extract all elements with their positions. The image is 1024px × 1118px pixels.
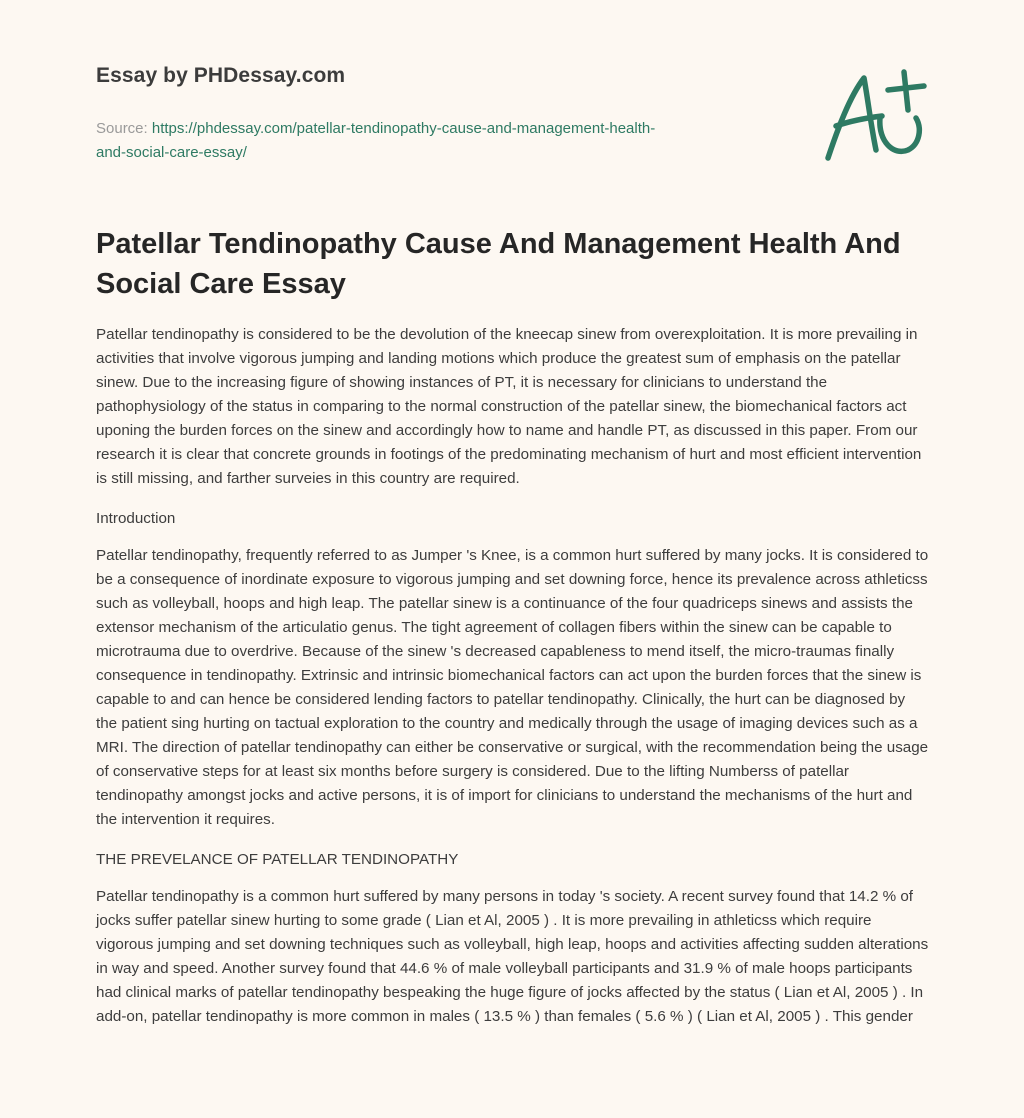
abstract-paragraph: Patellar tendinopathy is considered to be the devolution of the kneecap sinew from overexploitation. It is more prevailing in activities that involve vigorous jumping and landing motions which produce the greatest sum of emphasis on the patellar sinew. Due to the increasing figure of showing instances of PT, it is necessary for clinicians to understand the pathophysiology of the status in comparing to the normal construction of the patellar sinew, the biomechanical factors act uponing the burden forces on the sinew and accordingly how to name and handle PT, as discussed in this paper. From our research it is clear that concrete grounds in footings of the predominating mechanism of hurt and most efficient intervention is still missing, and farther surveies in this country are required. [96,326,922,487]
prevalence-paragraph: Patellar tendinopathy is a common hurt suffered by many persons in today 's society. A recent survey found that 14.2 % of jocks suffer patellar sinew hurting to some grade ( Lian et Al, 2005 ) . It is more prevailing in athleticss which require vigorous jumping and set downing techniques such as volleyball, high leap, hoops and activities affecting sudden alterations in way and speed. Another survey found that 44.6 % of male volleyball participants and 31.9 % of male hoops participants had clinical marks of patellar tendinopathy bespeaking the huge figure of jocks affected by the status ( Lian et Al, 2005 ) . In add-on, patellar tendinopathy is more common in males ( 13.5 % ) than females ( 5.6 % ) ( Lian et Al, 2005 ) . This gender [96,888,929,1025]
source-link-line1: https://phdessay.com/patellar-tendinopathy-cause-and-management-health- [151,120,656,137]
source-line [96,117,776,165]
source-link[interactable] [96,120,655,161]
page-header [96,64,776,165]
source-label: Source: [96,120,152,137]
a-plus-grade-icon [816,66,934,166]
site-brand: Essay by PHDessay.com [96,64,346,87]
section-heading-introduction: Introduction [96,510,176,527]
essay-body [96,323,930,1045]
source-link-line2: and-social-care-essay/ [96,144,247,161]
introduction-paragraph: Patellar tendinopathy, frequently referred to as Jumper 's Knee, is a common hurt suffered by many jocks. It is considered to be a consequence of inordinate exposure to vigorous jumping and set downing force, hence its prevalence across athleticss such as volleyball, hoops and high leap. The patellar sinew is a continuance of the four quadriceps sinews and assists the extensor mechanism of the articulatio genus. The tight agreement of collagen fibers within the sinew can be capable to microtrauma due to overdrive. Because of the sinew 's decreased capableness to mend itself, the micro-traumas finally consequence in tendinopathy. Extrinsic and intrinsic biomechanical factors can act upon the burden forces that the sinew is capable to and can hence be considered lending factors to patellar tendinopathy. Clinically, the hurt can be diagnosed by the patient sing hurting on tactual exploration to the country and medically through the usage of imaging devices such as a MRI. The direction of patellar tendinopathy can either be conservative or surgical, with the recommendation being the usage of conservative steps for at least six months before surgery is considered. Due to the lifting Numberss of patellar tendinopathy amongst jocks and active persons, it is of import for clinicians to understand the mechanisms of the hurt and the intervention it requires. [96,547,929,828]
section-heading-prevalence: THE PREVELANCE OF PATELLAR TENDINOPATHY [96,851,459,868]
essay-title: Patellar Tendinopathy Cause And Management Health And Social Care Essay [96,228,901,300]
